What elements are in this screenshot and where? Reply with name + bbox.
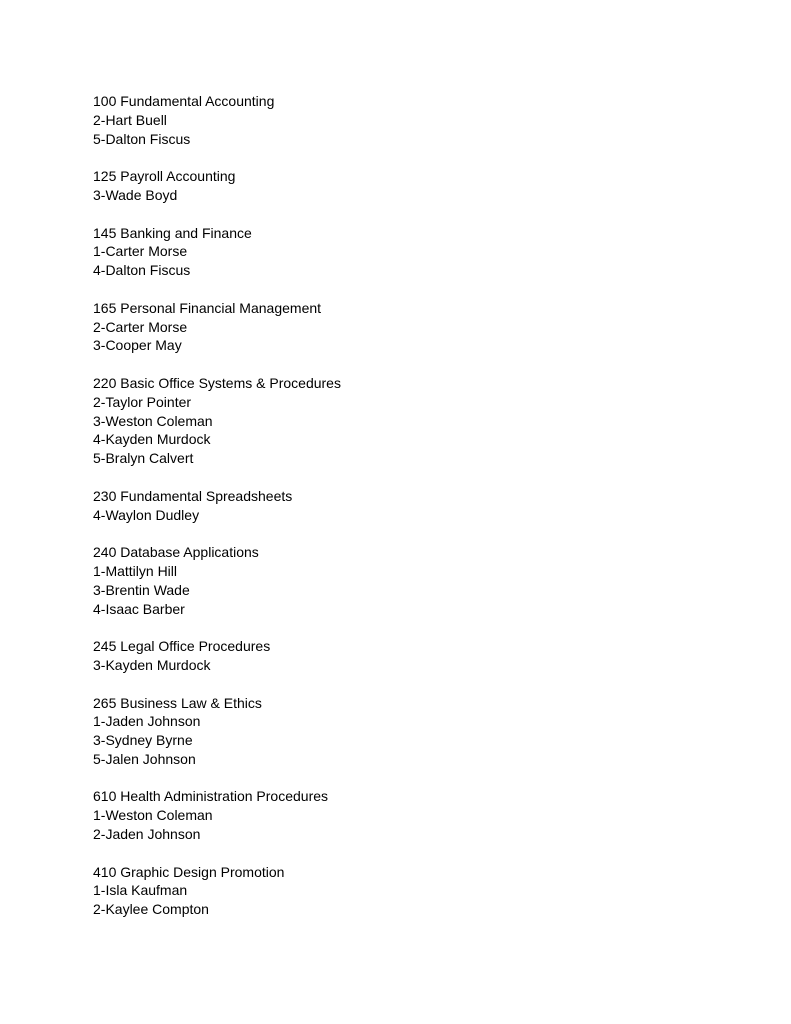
event-heading: 610 Health Administration Procedures [93, 788, 329, 805]
event-section [93, 787, 733, 843]
placement-entry: 2-Taylor Pointer [93, 393, 192, 410]
event-heading: 125 Payroll Accounting [93, 168, 236, 185]
event-section [93, 863, 733, 919]
event-heading: 230 Fundamental Spreadsheets [93, 487, 293, 504]
placement-entry: 1-Carter Morse [93, 243, 188, 260]
placement-entry: 3-Weston Coleman [93, 412, 213, 429]
placement-entry: 5-Bralyn Calvert [93, 450, 194, 467]
event-section [93, 167, 733, 205]
event-section [93, 487, 733, 525]
placement-entry: 3-Sydney Byrne [93, 732, 193, 749]
placement-entry: 3-Kayden Murdock [93, 656, 211, 673]
event-section [93, 299, 733, 355]
event-heading: 100 Fundamental Accounting [93, 93, 275, 109]
event-heading: 240 Database Applications [93, 544, 259, 561]
placement-entry: 1-Isla Kaufman [93, 882, 188, 899]
event-section [93, 374, 733, 468]
event-heading: 220 Basic Office Systems & Procedures [93, 374, 341, 391]
placement-entry: 3-Brentin Wade [93, 581, 190, 598]
event-heading: 265 Business Law & Ethics [93, 694, 262, 711]
placement-entry: 5-Jalen Johnson [93, 750, 196, 767]
placement-entry: 3-Cooper May [93, 337, 182, 354]
placement-entry: 5-Dalton Fiscus [93, 130, 191, 147]
placement-entry: 1-Mattilyn Hill [93, 562, 178, 579]
event-heading: 145 Banking and Finance [93, 224, 252, 241]
placement-entry: 2-Jaden Johnson [93, 826, 201, 843]
event-section [93, 637, 733, 675]
event-heading: 165 Personal Financial Management [93, 299, 322, 316]
event-heading: 245 Legal Office Procedures [93, 638, 271, 655]
placement-entry: 1-Weston Coleman [93, 807, 213, 824]
placement-entry: 2-Kaylee Compton [93, 901, 209, 918]
document-page [93, 92, 733, 938]
event-section [93, 694, 733, 769]
placement-entry: 2-Carter Morse [93, 318, 188, 335]
event-section [93, 543, 733, 618]
event-heading: 410 Graphic Design Promotion [93, 863, 285, 880]
placement-entry: 4-Isaac Barber [93, 600, 185, 617]
placement-entry: 2-Hart Buell [93, 111, 167, 128]
event-section [93, 224, 733, 280]
placement-entry: 4-Waylon Dudley [93, 506, 200, 523]
placement-entry: 4-Dalton Fiscus [93, 262, 191, 279]
placement-entry: 3-Wade Boyd [93, 186, 178, 203]
placement-entry: 4-Kayden Murdock [93, 431, 211, 448]
placement-entry: 1-Jaden Johnson [93, 713, 201, 730]
event-section [93, 92, 733, 148]
